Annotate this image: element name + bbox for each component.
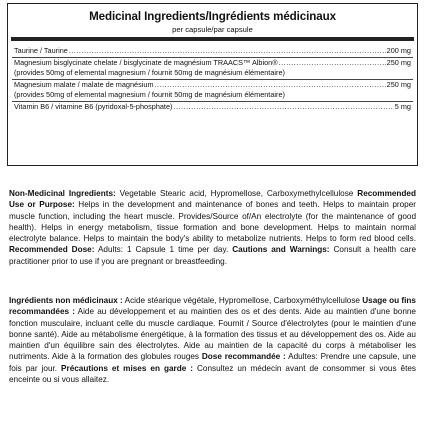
nonmed-text-fr: Acide stéarique végétale, Hypromellose, Carboxyméthylcellulose <box>122 296 363 305</box>
ingredient-label: Taurine / Taurine <box>14 46 68 55</box>
use-text: Helps in the development and maintenance of bones and teeth. Helps to maintain proper muscle function, including the heart muscle. Provides/Source of/An electrolyte (for the maintenance of good health). Helps in energy metabolism, tissue formation and bone development. Helps to maintain normal electrolyte balance. Helps to maintain the body's ability to metabolize nutrients. Helps to form red blood cells. <box>9 200 416 244</box>
ingredient-note: (provides 50mg of elemental magnesium / fournit 50mg de magnésium élémentaire) <box>14 68 285 78</box>
nonmed-heading-fr: Ingrédients non médicinaux : <box>9 296 123 305</box>
nonmed-heading: Non-Medicinal Ingredients: <box>9 189 116 198</box>
dot-leader <box>155 80 386 91</box>
caution-heading-fr: Précautions et mises en garde : <box>61 363 193 373</box>
use-heading: Recommended Use or Purpose: <box>9 189 416 210</box>
panel-subtitle: per capsule/par capsule <box>172 25 253 34</box>
ingredient-amount: 5 mg <box>394 101 411 111</box>
dot-leader <box>279 58 386 69</box>
nonmed-text: Vegetable Stearic acid, Hypromellose, Carboxymethylcellulose <box>115 189 358 198</box>
ingredient-amount: 250 mg <box>386 57 411 67</box>
dose-text: Adults: 1 Capsule 1 time per day. <box>94 245 233 255</box>
use-text-fr: Aide au développement et au maintien des os et des dents. Aide au maintien d'une bonne fonction musculaire, incluant celle du muscle cardiaque. Fournit / Source d'électrolytes (pour le maintien d'une bonne santé). Aide au métabolisme énergétique, à la formation des tissus et au développement des os. Aide au maintien d'un équilibre sain des électrolytes. Aide au maintien de la capacité du corps à métaboliser les nutriments. Aide à la formation des globules rouges <box>9 307 416 362</box>
ingredient-note-row <box>14 68 411 79</box>
caution-heading: Cautions and Warnings: <box>232 245 330 255</box>
dot-leader <box>173 102 393 113</box>
ingredient-label: Magnesium malate / malate de magnésium <box>14 79 154 89</box>
caution-text: Consult a health care practitioner prior to use if you are pregnant or breastfeeding. <box>9 245 417 266</box>
french-label-text <box>9 295 416 385</box>
dose-heading: Recommended Dose: <box>9 245 95 255</box>
use-heading-fr: Usage ou fins recommandées : <box>9 296 416 317</box>
ingredient-row-vitamin-b6 <box>14 102 411 113</box>
caution-text-fr: Consultez un médecin avant de consommer si vous êtes enceinte ou si vous allaitez. <box>9 363 417 385</box>
ingredient-row-magnesium-bisglycinate <box>14 58 411 69</box>
english-label-text <box>9 188 416 267</box>
ingredient-row-magnesium-malate <box>14 80 411 91</box>
panel-title: Medicinal Ingredients/Ingrédients médicinaux <box>89 10 336 23</box>
ingredient-note-row <box>14 90 411 101</box>
medicinal-ingredients-panel <box>7 3 418 166</box>
dose-text-fr: Adultes: Prendre une capsule, une fois par jour. <box>9 352 416 373</box>
ingredient-amount: 200 mg <box>386 46 411 55</box>
ingredient-row-taurine <box>14 46 411 57</box>
ingredient-label: Magnesium bisglycinate chelate / bisglycinate de magnésium TRAACS™ Albion® <box>14 57 278 67</box>
dose-heading-fr: Dose recommandée : <box>201 352 286 362</box>
dot-leader <box>69 46 386 57</box>
ingredient-label: Vitamin B6 / vitamine B6 (pyridoxal-5-phosphate) <box>14 101 173 111</box>
ingredient-note: (provides 50mg of elemental magnesium / fournit 50mg de magnésium élémentaire) <box>14 90 285 100</box>
ingredient-rows <box>8 41 417 113</box>
ingredient-amount: 250 mg <box>386 79 411 89</box>
